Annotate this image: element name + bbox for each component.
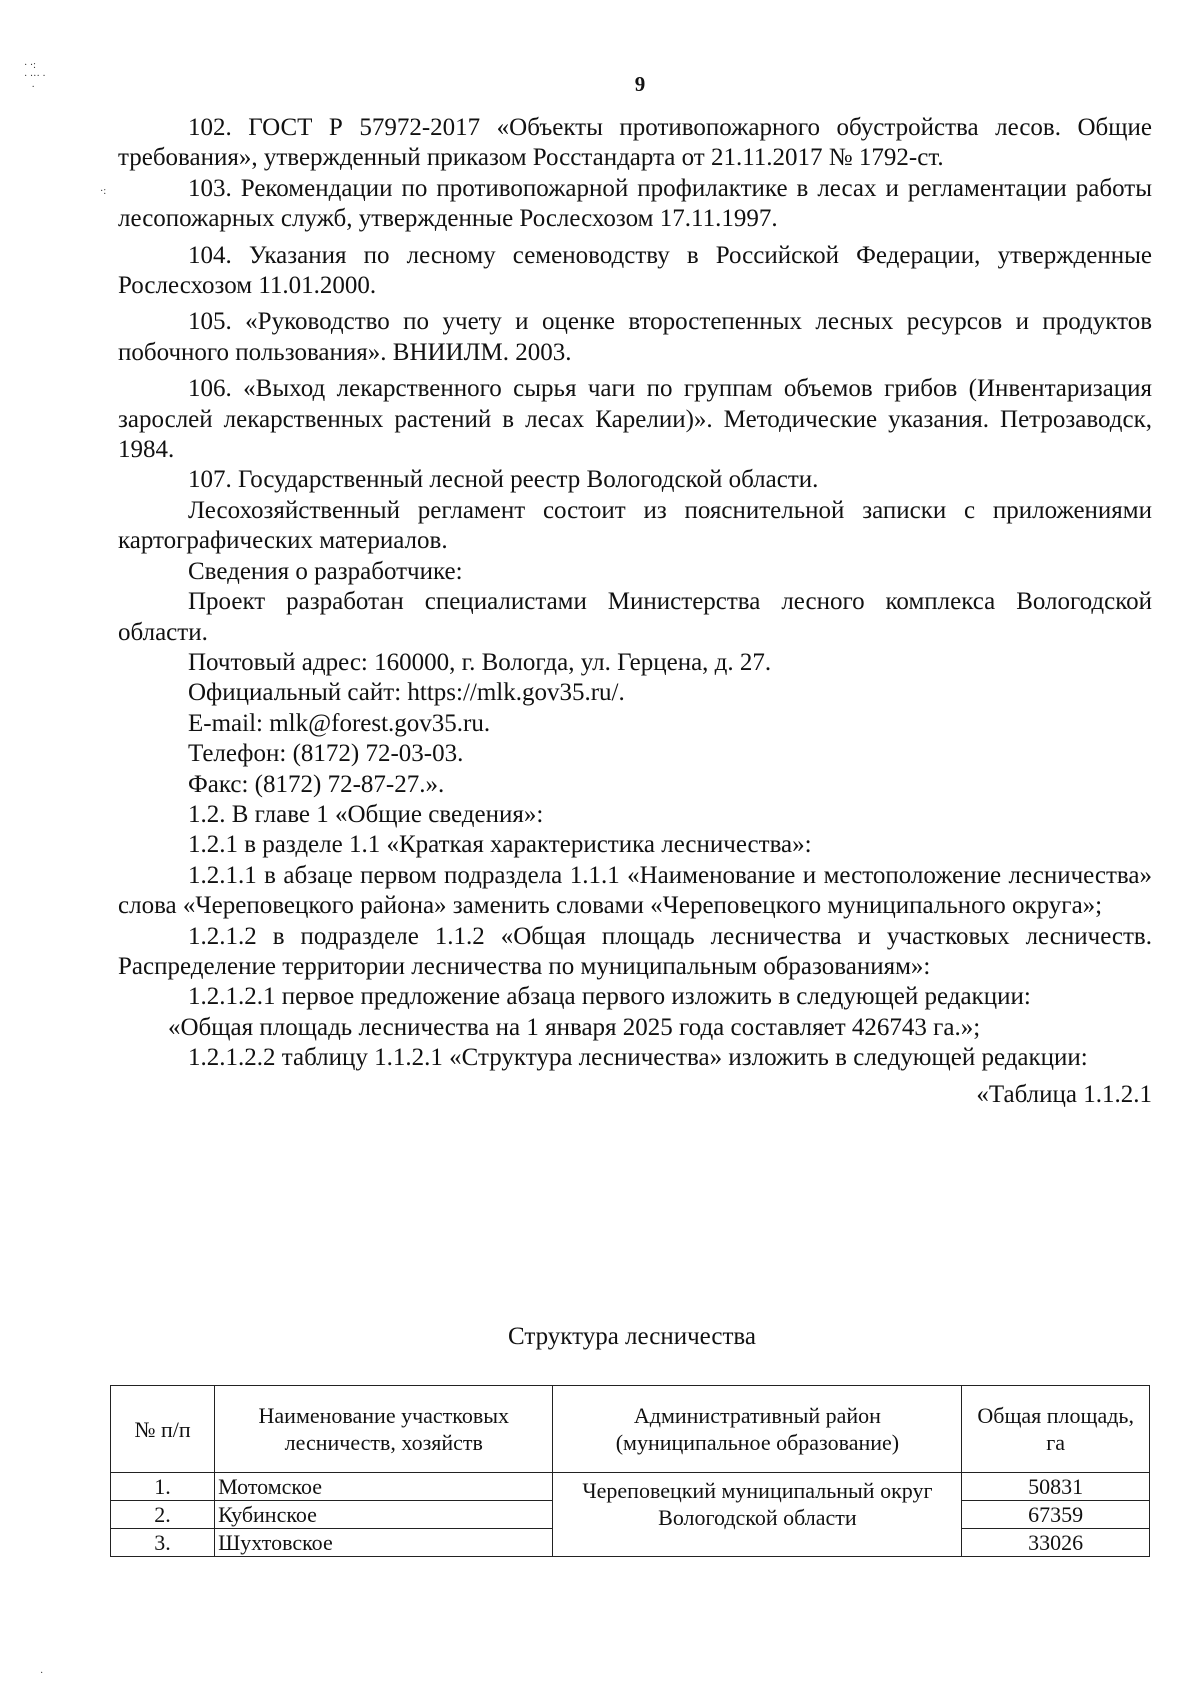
document-body: [118, 113, 1152, 1110]
row-area: 50831: [962, 1473, 1150, 1501]
table-title: Структура лесничества: [508, 1323, 756, 1350]
paragraph: Проект разработан специалистами Министерства лесного комплекса Вологодской области.: [118, 588, 1152, 646]
row-num: 2.: [111, 1501, 215, 1529]
paragraph: E-mail: mlk@forest.gov35.ru.: [188, 709, 491, 737]
header-district: Административный район (муниципальное образование): [553, 1386, 962, 1473]
structure-table: [110, 1385, 1150, 1557]
row-name: Кубинское: [215, 1501, 553, 1529]
table-row: [111, 1473, 1150, 1501]
paragraph: 107. Государственный лесной реестр Вологодской области.: [188, 466, 819, 494]
header-name: Наименование участковых лесничеств, хозяйств: [215, 1386, 553, 1473]
scan-speck: · ·: · ··· · ·: [24, 60, 46, 93]
paragraph: Факс: (8172) 72-87-27.».: [188, 770, 445, 798]
paragraph: «Общая площадь лесничества на 1 января 2025 года составляет 426743 га.»;: [168, 1013, 981, 1041]
paragraph: Телефон: (8172) 72-03-03.: [188, 740, 464, 768]
paragraph: 1.2.1.2.2 таблицу 1.1.2.1 «Структура лесничества» изложить в следующей редакции:: [188, 1044, 1088, 1072]
row-area: 67359: [962, 1501, 1150, 1529]
scan-speck: ·:: [100, 186, 107, 197]
paragraph: 1.2.1 в разделе 1.1 «Краткая характеристика лесничества»:: [188, 831, 812, 859]
paragraph: 102. ГОСТ Р 57972-2017 «Объекты противопожарного обустройства лесов. Общие требования», утвержденный приказом Росстандарта от 21.11.2017 № 1792-ст.: [118, 114, 1152, 172]
row-name: Мотомское: [215, 1473, 553, 1501]
table-caption: «Таблица 1.1.2.1: [976, 1080, 1152, 1108]
paragraph: 1.2. В главе 1 «Общие сведения»:: [188, 800, 544, 828]
paragraph: 1.2.1.2.1 первое предложение абзаца первого изложить в следующей редакции:: [188, 983, 1031, 1011]
paragraph: Почтовый адрес: 160000, г. Вологда, ул. Герцена, д. 27.: [188, 648, 772, 676]
scan-speck: ·: [40, 1668, 44, 1679]
header-area: Общая площадь, га: [962, 1386, 1150, 1473]
paragraph: 103. Рекомендации по противопожарной профилактике в лесах и регламентации работы лесопожарных служб, утвержденные Рослесхозом 17.11.1997.: [118, 174, 1152, 233]
paragraph: 1.2.1.1 в абзаце первом подраздела 1.1.1 «Наименование и местоположение лесничества» слова «Череповецкого района» заменить словами «Череповецкого муниципального округа»;: [118, 861, 1152, 920]
row-num: 1.: [111, 1473, 215, 1501]
table-header-row: [111, 1386, 1150, 1473]
header-num: № п/п: [111, 1386, 215, 1473]
paragraph: Сведения о разработчике:: [188, 557, 463, 585]
paragraph: Официальный сайт: https://mlk.gov35.ru/.: [188, 679, 625, 707]
paragraph: 106. «Выход лекарственного сырья чаги по группам объемов грибов (Инвентаризация зарослей лекарственных растений в лесах Карелии)». Методические указания. Петрозаводск, 1984.: [118, 375, 1152, 464]
paragraph: 104. Указания по лесному семеноводству в Российской Федерации, утвержденные Рослесхозом 11.01.2000.: [118, 241, 1152, 300]
district-cell: Череповецкий муниципальный округ Вологодской области: [553, 1473, 962, 1557]
page-number: 9: [634, 72, 646, 96]
row-num: 3.: [111, 1529, 215, 1557]
paragraph: 1.2.1.2 в подразделе 1.1.2 «Общая площадь лесничества и участковых лесничеств. Распределение территории лесничества по муниципальным образованиям»:: [118, 922, 1152, 980]
paragraph: 105. «Руководство по учету и оценке второстепенных лесных ресурсов и продуктов побочного пользования». ВНИИЛМ. 2003.: [118, 308, 1152, 366]
row-name: Шухтовское: [215, 1529, 553, 1557]
row-area: 33026: [962, 1529, 1150, 1557]
paragraph: Лесохозяйственный регламент состоит из пояснительной записки с приложениями картографических материалов.: [118, 496, 1152, 555]
